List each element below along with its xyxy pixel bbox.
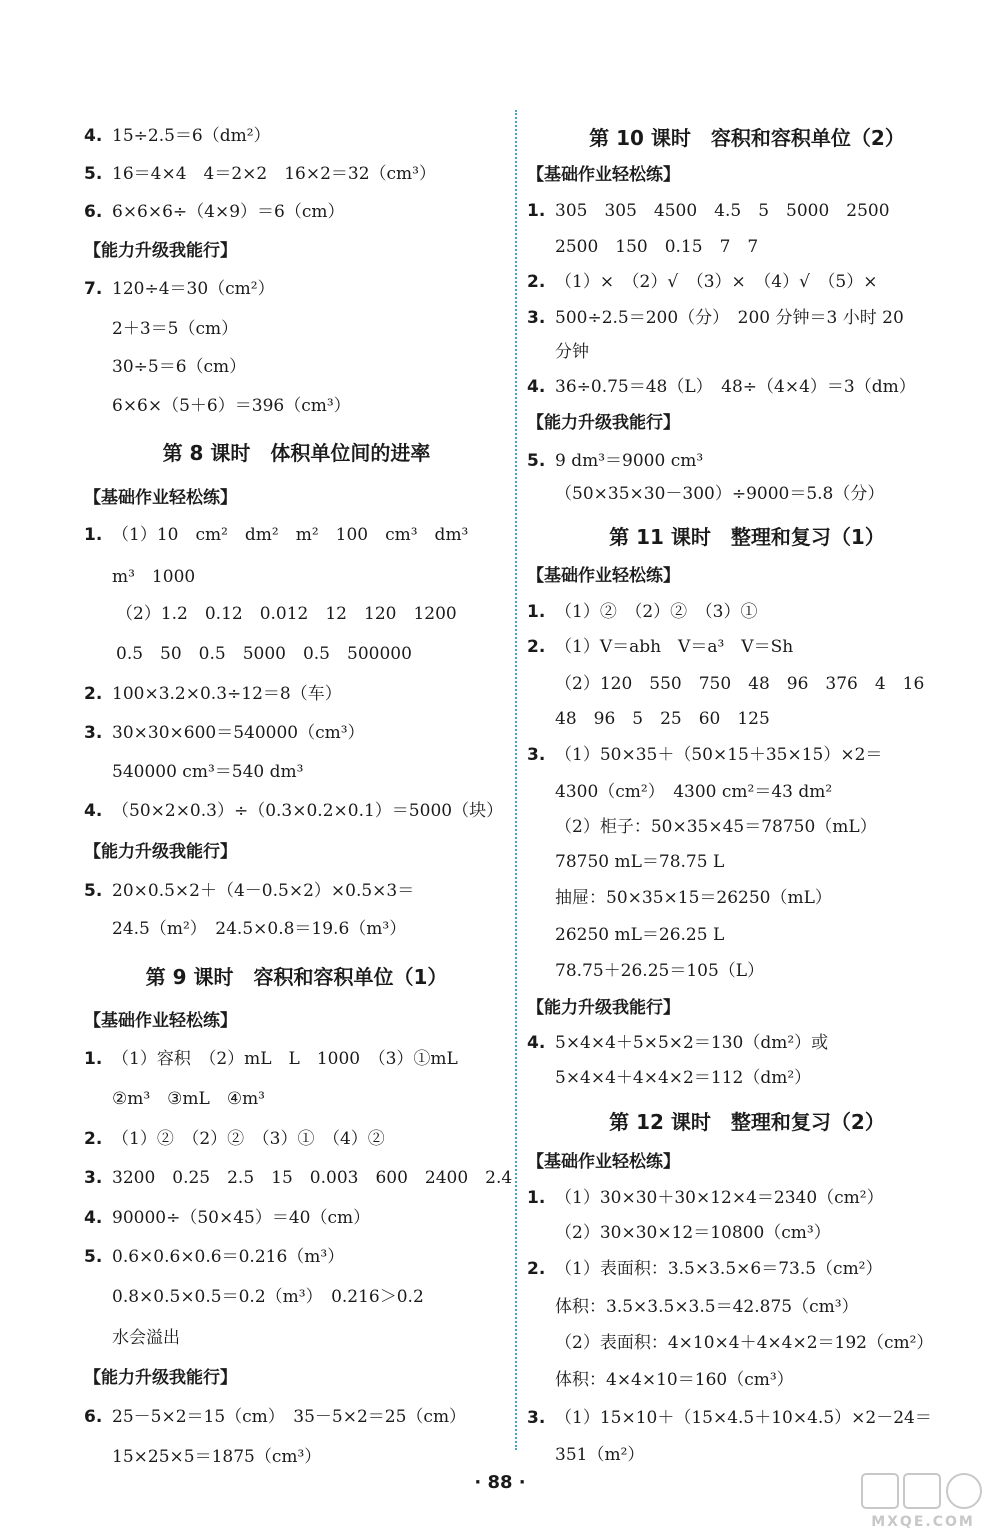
answer-continuation: （50×35×30－300）÷9000＝5.8（分）: [555, 484, 885, 504]
answer-continuation: ②m³ ③mL ④m³: [112, 1089, 265, 1109]
answer-continuation: 351（m²）: [555, 1445, 645, 1465]
answer-line: [84, 163, 436, 185]
answer-line: [84, 201, 345, 223]
answer-line: [527, 307, 904, 329]
answer-continuation: 24.5（m²） 24.5×0.8＝19.6（m³）: [112, 919, 407, 939]
answer-continuation: （2）柜子：50×35×45＝78750（mL）: [555, 817, 877, 837]
answer-continuation: 0.8×0.5×0.5＝0.2（m³） 0.216＞0.2: [112, 1287, 424, 1307]
answer-text: 25－5×2＝15（cm） 35－5×2＝25（cm）: [112, 1407, 467, 1427]
answer-continuation: 78.75＋26.25＝105（L）: [555, 961, 765, 981]
answer-line: [527, 601, 757, 623]
answer-text: 6×6×6÷（4×9）＝6（cm）: [112, 202, 345, 222]
answer-text: 0.6×0.6×0.6＝0.216（m³）: [112, 1247, 345, 1267]
question-number: 4.: [527, 1033, 546, 1053]
answer-text: 30×30×600＝540000（cm³）: [112, 723, 365, 743]
answer-line: [84, 125, 271, 147]
question-number: 3.: [527, 1408, 546, 1428]
answer-text: 36÷0.75＝48（L） 48÷（4×4）＝3（dm）: [555, 377, 916, 397]
question-number: 4.: [84, 1208, 103, 1228]
answer-text: 3200 0.25 2.5 15 0.003 600 2400 2.4: [112, 1168, 513, 1188]
section-label: 【基础作业轻松练】: [527, 1152, 680, 1172]
lesson-heading: 第 8 课时 体积单位间的进率: [162, 441, 431, 465]
column-divider: [515, 110, 517, 1450]
answer-line: [84, 1406, 466, 1428]
answer-line: [527, 271, 877, 293]
answer-text: （1）× （2）√ （3）× （4）√ （5）×: [555, 272, 878, 292]
answer-line: [527, 636, 793, 658]
answer-continuation: 2500 150 0.15 7 7: [555, 237, 759, 257]
watermark-logo: [858, 1470, 988, 1532]
answer-text: 100×3.2×0.3÷12＝8（车）: [112, 684, 342, 704]
answer-text: （1）30×30＋30×12×4＝2340（cm²）: [555, 1188, 884, 1208]
answer-continuation: 水会溢出: [112, 1328, 180, 1348]
answer-line: [527, 744, 882, 766]
section-label: 【能力升级我能行】: [84, 842, 237, 862]
answer-text: （1）15×10＋（15×4.5＋10×4.5）×2－24＝: [555, 1408, 932, 1428]
answer-text: 16＝4×4 4＝2×2 16×2＝32（cm³）: [112, 164, 436, 184]
question-number: 3.: [84, 1168, 103, 1188]
answer-text: （1）10 cm² dm² m² 100 cm³ dm³: [112, 525, 469, 545]
answer-line: [527, 1407, 932, 1429]
answer-line: [527, 376, 916, 398]
question-number: 1.: [84, 525, 103, 545]
section-label: 【基础作业轻松练】: [84, 1011, 237, 1031]
question-number: 4.: [84, 126, 103, 146]
answer-text: 305 305 4500 4.5 5 5000 2500: [555, 201, 890, 221]
question-number: 5.: [84, 1247, 103, 1267]
answer-line: [527, 1187, 884, 1209]
question-number: 4.: [84, 801, 103, 821]
answer-continuation: 2＋3＝5（cm）: [112, 319, 239, 339]
answer-continuation: 6×6×（5＋6）＝396（cm³）: [112, 396, 351, 416]
answer-line: [84, 683, 342, 705]
answer-continuation: 体积：4×4×10＝160（cm³）: [555, 1370, 794, 1390]
answer-line: [84, 524, 468, 546]
answer-text: （1）表面积：3.5×3.5×6＝73.5（cm²）: [555, 1259, 883, 1279]
answer-text: 15÷2.5＝6（dm²）: [112, 126, 271, 146]
answer-continuation: 26250 mL＝26.25 L: [555, 925, 725, 945]
question-number: 2.: [527, 272, 546, 292]
answer-continuation: 0.5 50 0.5 5000 0.5 500000: [116, 644, 412, 664]
answer-continuation: 540000 cm³＝540 dm³: [112, 762, 304, 782]
lesson-heading: 第 11 课时 整理和复习（1）: [609, 525, 885, 549]
section-label: 【能力升级我能行】: [84, 241, 237, 261]
answer-continuation: 体积：3.5×3.5×3.5＝42.875（cm³）: [555, 1297, 859, 1317]
answer-text: （1）容积 （2）mL L 1000 （3）①mL: [112, 1049, 458, 1069]
answer-continuation: 48 96 5 25 60 125: [555, 709, 770, 729]
answer-line: [527, 1258, 883, 1280]
answer-text: 5×4×4＋5×5×2＝130（dm²）或: [555, 1033, 829, 1053]
answer-text: （1）50×35＋（50×15＋35×15）×2＝: [555, 745, 883, 765]
answer-text: （1）V＝abh V＝a³ V＝Sh: [555, 637, 794, 657]
question-number: 7.: [84, 279, 103, 299]
answer-continuation: （2）表面积：4×10×4＋4×4×2＝192（cm²）: [555, 1333, 934, 1353]
answer-text: 20×0.5×2＋（4－0.5×2）×0.5×3＝: [112, 881, 415, 901]
question-number: 3.: [84, 723, 103, 743]
section-label: 【能力升级我能行】: [84, 1368, 237, 1388]
answer-continuation: 分钟: [555, 342, 589, 362]
question-number: 2.: [84, 684, 103, 704]
answer-line: [84, 1128, 385, 1150]
answer-line: [84, 800, 503, 822]
section-label: 【基础作业轻松练】: [527, 165, 680, 185]
question-number: 3.: [527, 745, 546, 765]
answer-text: （1）② （2）② （3）① （4）②: [112, 1129, 385, 1149]
question-number: 2.: [527, 1259, 546, 1279]
question-number: 6.: [84, 1407, 103, 1427]
answer-continuation: 15×25×5＝1875（cm³）: [112, 1447, 322, 1467]
answer-line: [84, 1207, 370, 1229]
answer-line: [527, 1032, 828, 1054]
answer-continuation: （2）1.2 0.12 0.012 12 120 1200: [116, 604, 457, 624]
question-number: 5.: [84, 164, 103, 184]
question-number: 5.: [527, 451, 546, 471]
answer-continuation: 30÷5＝6（cm）: [112, 357, 247, 377]
question-number: 1.: [527, 602, 546, 622]
lesson-heading: 第 12 课时 整理和复习（2）: [609, 1110, 885, 1134]
answer-line: [84, 1246, 344, 1268]
answer-text: 90000÷（50×45）＝40（cm）: [112, 1208, 371, 1228]
section-label: 【基础作业轻松练】: [84, 488, 237, 508]
answer-line: [527, 200, 890, 222]
answer-continuation: m³ 1000: [112, 567, 196, 587]
answer-text: 120÷4＝30（cm²）: [112, 279, 275, 299]
answer-continuation: 78750 mL＝78.75 L: [555, 852, 725, 872]
answer-line: [84, 278, 275, 300]
answer-text: （50×2×0.3）÷（0.3×0.2×0.1）＝5000（块）: [112, 801, 504, 821]
question-number: 2.: [84, 1129, 103, 1149]
answer-continuation: 抽屉：50×35×15＝26250（mL）: [555, 888, 832, 908]
question-number: 4.: [527, 377, 546, 397]
answer-line: [84, 1167, 512, 1189]
question-number: 5.: [84, 881, 103, 901]
page-number: · 88 ·: [474, 1472, 526, 1493]
question-number: 6.: [84, 202, 103, 222]
answer-continuation: （2）120 550 750 48 96 376 4 16: [555, 674, 925, 694]
answer-text: 500÷2.5＝200（分） 200 分钟＝3 小时 20: [555, 308, 904, 328]
question-number: 1.: [527, 1188, 546, 1208]
section-label: 【能力升级我能行】: [527, 998, 680, 1018]
answer-line: [84, 880, 414, 902]
question-number: 1.: [84, 1049, 103, 1069]
answer-text: 9 dm³＝9000 cm³: [555, 451, 704, 471]
question-number: 2.: [527, 637, 546, 657]
answer-text: （1）② （2）② （3）①: [555, 602, 758, 622]
answer-line: [84, 722, 365, 744]
answer-continuation: （2）30×30×12＝10800（cm³）: [555, 1223, 831, 1243]
section-label: 【能力升级我能行】: [527, 413, 680, 433]
lesson-heading: 第 9 课时 容积和容积单位（1）: [145, 965, 448, 989]
question-number: 3.: [527, 308, 546, 328]
section-label: 【基础作业轻松练】: [527, 566, 680, 586]
lesson-heading: 第 10 课时 容积和容积单位（2）: [589, 126, 905, 150]
answer-continuation: 4300（cm²） 4300 cm²＝43 dm²: [555, 782, 833, 802]
svg-text:MXQE.COM: MXQE.COM: [871, 1514, 975, 1530]
answer-line: [84, 1048, 458, 1070]
question-number: 1.: [527, 201, 546, 221]
answer-continuation: 5×4×4＋4×4×2＝112（dm²）: [555, 1068, 812, 1088]
answer-line: [527, 450, 703, 472]
